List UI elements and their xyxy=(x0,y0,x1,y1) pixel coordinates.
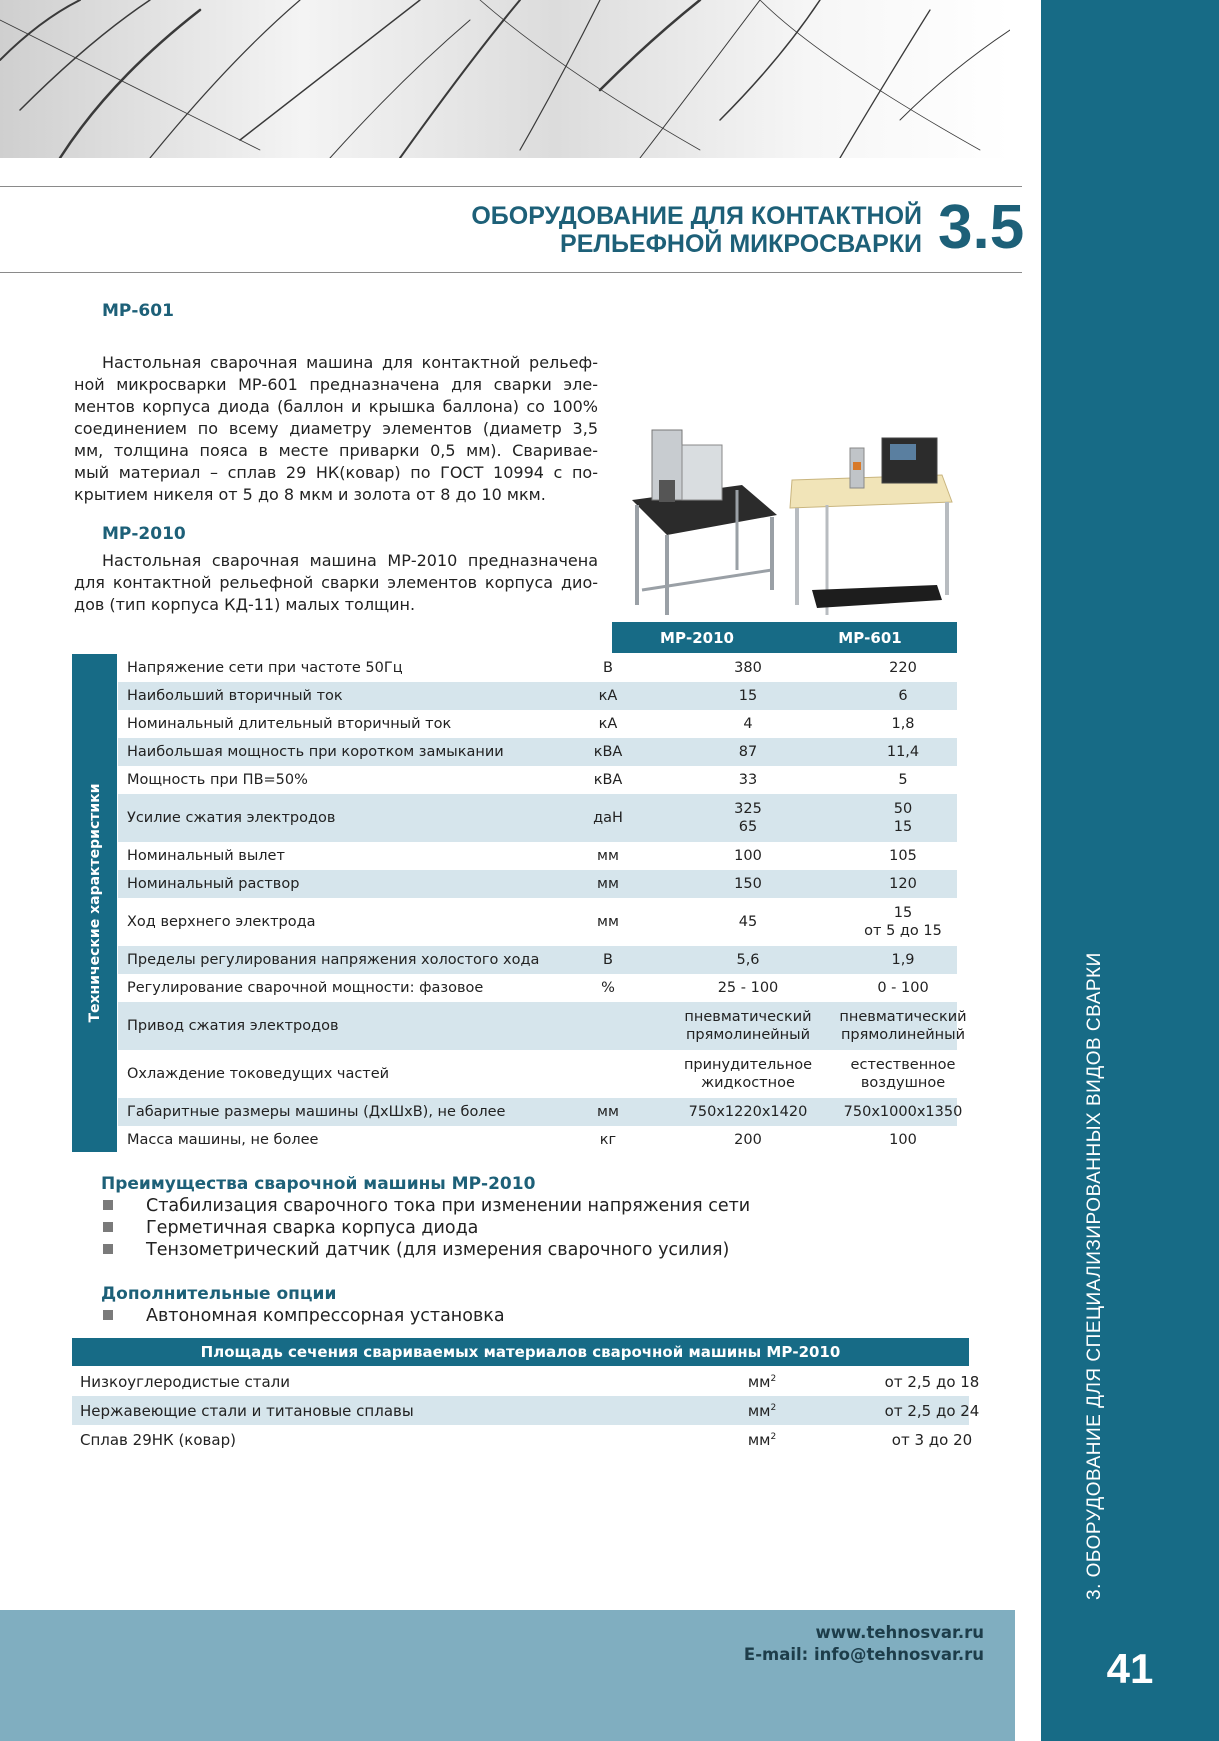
table-row xyxy=(118,974,957,1002)
spec-value-mp2010-text: 45 xyxy=(738,914,758,930)
spec-unit-text: кА xyxy=(598,688,618,704)
spec-unit xyxy=(558,682,658,710)
table-row xyxy=(118,842,957,870)
header-rule-top xyxy=(0,186,1022,187)
machines-photo xyxy=(612,420,957,620)
mp2010-heading: МР-2010 xyxy=(102,524,186,544)
spec-value-mp2010-text: 200 xyxy=(734,1132,762,1148)
spec-value-mp601-text: 105 xyxy=(889,848,917,864)
spec-value-mp2010-text: 100 xyxy=(734,848,762,864)
table-row xyxy=(118,682,957,710)
spec-value-mp2010-text: прямолинейный xyxy=(685,1027,811,1043)
spec-name-text: Привод сжатия электродов xyxy=(127,1018,339,1034)
spec-value-mp601 xyxy=(818,1098,988,1126)
spec-unit-text: В xyxy=(603,952,613,968)
spec-value-mp2010 xyxy=(663,974,833,1002)
spec-value-mp2010 xyxy=(663,682,833,710)
table-row xyxy=(118,766,957,794)
spec-unit-text: кг xyxy=(599,1132,617,1148)
advantage-text: Герметичная сварка корпуса диода xyxy=(146,1218,479,1238)
specs-side-label-bar xyxy=(72,654,117,1152)
section-number: 3.5 xyxy=(938,193,1025,262)
area-unit-base: мм xyxy=(747,1402,771,1420)
spec-value-mp601-text: 5 xyxy=(898,772,908,788)
area-unit xyxy=(712,1431,812,1449)
spec-unit xyxy=(558,794,658,842)
spec-unit-text: % xyxy=(601,980,615,996)
spec-unit-text: даН xyxy=(593,810,623,826)
spec-value-mp2010 xyxy=(663,710,833,738)
email-link[interactable]: E-mail: info@tehnosvar.ru xyxy=(743,1645,984,1664)
spec-value-mp2010-text: 150 xyxy=(734,876,762,892)
spec-value-mp601-text: 15 xyxy=(893,905,913,921)
spec-value-mp2010-text: 4 xyxy=(743,716,753,732)
spec-name-text: Напряжение сети при частоте 50Гц xyxy=(127,660,403,676)
area-unit-sup: 2 xyxy=(770,1403,777,1413)
table-row xyxy=(118,654,957,682)
header-decorative-image xyxy=(0,0,1010,158)
table-row xyxy=(72,1425,973,1454)
spec-name xyxy=(127,898,316,946)
option-text: Автономная компрессорная установка xyxy=(146,1306,505,1326)
advantage-text: Стабилизация сварочного тока при изменении напряжения сети xyxy=(146,1196,751,1216)
spec-value-mp2010 xyxy=(663,842,833,870)
spec-value-mp601-text: 6 xyxy=(898,688,908,704)
spec-unit xyxy=(558,1002,658,1050)
spec-value-mp601-text: 11,4 xyxy=(886,744,920,760)
wire-pattern-graphic xyxy=(0,0,1010,158)
spec-unit xyxy=(558,1050,658,1098)
spec-name-text: Номинальный раствор xyxy=(127,876,300,892)
mp601-line: соединением по всему диаметру элементов (диаметр 3,5 xyxy=(74,419,598,438)
spec-unit-text: В xyxy=(603,660,613,676)
spec-unit xyxy=(558,898,658,946)
spec-value-mp601-text: 50 xyxy=(893,801,913,817)
spec-value-mp601 xyxy=(818,710,988,738)
spec-name xyxy=(127,794,335,842)
spec-unit xyxy=(558,842,658,870)
spec-value-mp2010-text: 15 xyxy=(738,688,758,704)
mp2010-line: дов (тип корпуса КД-11) малых толщин. xyxy=(74,595,416,614)
mp601-heading: МР-601 xyxy=(102,301,174,321)
table-row xyxy=(118,738,957,766)
spec-name-text: Наибольшая мощность при коротком замыкании xyxy=(127,744,504,760)
area-unit-sup: 2 xyxy=(770,1432,777,1442)
spec-value-mp601-text: воздушное xyxy=(860,1075,946,1091)
spec-value-mp601 xyxy=(818,682,988,710)
spec-value-mp601-text: 0 - 100 xyxy=(877,980,929,996)
spec-unit xyxy=(558,710,658,738)
spec-value-mp2010 xyxy=(663,766,833,794)
spec-unit-text: мм xyxy=(597,876,619,892)
mp601-line: ментов корпуса диода (баллон и крышка баллона) со 100% xyxy=(74,397,598,416)
spec-value-mp601-text: 120 xyxy=(889,876,917,892)
list-item xyxy=(103,1306,505,1326)
spec-value-mp601 xyxy=(818,766,988,794)
spec-value-mp601-text: естественное xyxy=(850,1057,956,1073)
spec-value-mp2010 xyxy=(663,738,833,766)
spec-value-mp601-text: 15 xyxy=(893,819,913,835)
chapter-label: 3. ОБОРУДОВАНИЕ ДЛЯ СПЕЦИАЛИЗИРОВАННЫХ ВИДОВ СВАРКИ xyxy=(1084,952,1105,1600)
spec-unit xyxy=(558,1126,658,1154)
spec-name-text: Охлаждение токоведущих частей xyxy=(127,1066,390,1082)
table-row xyxy=(118,1126,957,1154)
specs-col-mp2010: МР-2010 xyxy=(660,629,734,647)
spec-name-text: Мощность при ПВ=50% xyxy=(127,772,308,788)
spec-value-mp2010-text: 325 xyxy=(734,801,762,817)
spec-value-mp601 xyxy=(818,898,988,946)
spec-value-mp601 xyxy=(818,738,988,766)
spec-value-mp601 xyxy=(818,1002,988,1050)
list-item xyxy=(103,1196,750,1216)
spec-value-mp2010-text: 750x1220x1420 xyxy=(688,1104,808,1120)
spec-value-mp601 xyxy=(818,1050,988,1098)
table-row xyxy=(118,898,957,946)
area-unit xyxy=(712,1373,812,1391)
spec-value-mp2010 xyxy=(663,870,833,898)
spec-value-mp601 xyxy=(818,1126,988,1154)
spec-value-mp2010-text: 33 xyxy=(738,772,758,788)
spec-value-mp601-text: прямолинейный xyxy=(840,1027,966,1043)
spec-value-mp2010 xyxy=(663,946,833,974)
spec-name xyxy=(127,1002,339,1050)
spec-name-text: Пределы регулирования напряжения холостого хода xyxy=(127,952,540,968)
spec-name xyxy=(127,842,285,870)
mp601-line: ной микросварки МР-601 предназначена для сварки эле- xyxy=(74,375,598,394)
table-row xyxy=(72,1367,980,1396)
spec-value-mp2010-text: 65 xyxy=(738,819,758,835)
spec-unit xyxy=(558,738,658,766)
area-material: Сплав 29НК (ковар) xyxy=(80,1431,236,1449)
spec-name xyxy=(127,946,539,974)
spec-value-mp2010 xyxy=(663,898,833,946)
footer-contacts xyxy=(600,1622,984,1666)
spec-name xyxy=(127,682,343,710)
spec-value-mp2010-text: 380 xyxy=(734,660,762,676)
spec-value-mp601-text: 1,9 xyxy=(891,952,915,968)
specs-side-label: Технические характеристики xyxy=(86,783,103,1023)
spec-unit xyxy=(558,1098,658,1126)
title-line-2: РЕЛЬЕФНОЙ МИКРОСВАРКИ xyxy=(560,230,922,258)
spec-unit-text: кВА xyxy=(593,744,623,760)
options-heading: Дополнительные опции xyxy=(101,1284,337,1304)
spec-name xyxy=(127,1098,505,1126)
spec-value-mp601-text: пневматический xyxy=(839,1009,967,1025)
spec-name-text: Габаритные размеры машины (ДхШхВ), не более xyxy=(127,1104,506,1120)
bullet-square-icon xyxy=(103,1244,113,1254)
spec-name-text: Ход верхнего электрода xyxy=(127,914,316,930)
spec-value-mp2010-text: 87 xyxy=(738,744,758,760)
spec-name-text: Регулирование сварочной мощности: фазовое xyxy=(127,980,484,996)
spec-value-mp2010 xyxy=(663,1098,833,1126)
spec-unit-text: кВА xyxy=(593,772,623,788)
area-table-heading: Площадь сечения свариваемых материалов сварочной машины МР-2010 xyxy=(72,1338,969,1366)
spec-value-mp2010-text: принудительное xyxy=(683,1057,813,1073)
mp2010-line: для контактной рельефной сварки элементов корпуса дио- xyxy=(74,573,598,592)
spec-name-text: Масса машины, не более xyxy=(127,1132,319,1148)
table-row xyxy=(118,1002,967,1050)
area-range: от 2,5 до 24 xyxy=(884,1402,980,1420)
bullet-square-icon xyxy=(103,1200,113,1210)
welding-machines-illustration xyxy=(612,420,957,620)
area-unit xyxy=(712,1402,812,1420)
spec-unit-text: мм xyxy=(597,1104,619,1120)
page-number: 41 xyxy=(1106,1645,1154,1692)
table-row xyxy=(118,710,957,738)
spec-value-mp2010-text: 5,6 xyxy=(736,952,760,968)
area-range: от 3 до 20 xyxy=(891,1431,973,1449)
spec-value-mp601-text: 1,8 xyxy=(891,716,915,732)
spec-name xyxy=(127,1050,389,1098)
bullet-square-icon xyxy=(103,1222,113,1232)
area-unit-sup: 2 xyxy=(770,1374,777,1384)
specs-col-mp601: МР-601 xyxy=(838,629,902,647)
advantages-heading: Преимущества сварочной машины МР-2010 xyxy=(101,1174,536,1194)
spec-name-text: Усилие сжатия электродов xyxy=(127,810,336,826)
area-unit-base: мм xyxy=(747,1431,771,1449)
spec-unit-text: мм xyxy=(597,914,619,930)
mp2010-description xyxy=(74,550,598,616)
spec-value-mp601 xyxy=(818,974,988,1002)
mp601-description xyxy=(74,352,598,506)
spec-name xyxy=(127,710,451,738)
spec-unit xyxy=(558,870,658,898)
spec-unit-text: кА xyxy=(598,716,618,732)
spec-name xyxy=(127,870,299,898)
spec-value-mp2010 xyxy=(663,1126,833,1154)
spec-unit xyxy=(558,946,658,974)
title-line-1: ОБОРУДОВАНИЕ ДЛЯ КОНТАКТНОЙ xyxy=(471,202,922,230)
website-link[interactable]: www.tehnosvar.ru xyxy=(815,1623,984,1642)
spec-unit xyxy=(558,766,658,794)
table-row xyxy=(118,1098,963,1126)
mp601-line: мый материал – сплав 29 НК(ковар) по ГОСТ 10994 с по- xyxy=(74,463,598,482)
area-unit-base: мм xyxy=(747,1373,771,1391)
spec-value-mp2010 xyxy=(663,1002,833,1050)
page-title xyxy=(420,202,922,258)
spec-name-text: Номинальный длительный вторичный ток xyxy=(127,716,452,732)
spec-value-mp601 xyxy=(818,794,988,842)
spec-value-mp2010 xyxy=(663,794,833,842)
table-row xyxy=(72,1396,980,1425)
area-material: Низкоуглеродистые стали xyxy=(80,1373,290,1391)
spec-value-mp601 xyxy=(818,842,988,870)
spec-name-text: Номинальный вылет xyxy=(127,848,285,864)
spec-unit xyxy=(558,654,658,682)
spec-unit-text: мм xyxy=(597,848,619,864)
spec-name-text: Наибольший вторичный ток xyxy=(127,688,343,704)
header-rule-bottom xyxy=(0,272,1022,273)
table-row xyxy=(118,870,957,898)
mp601-line: крытием никеля от 5 до 8 мкм и золота от 8 до 10 мкм. xyxy=(74,485,546,504)
spec-name xyxy=(127,1126,318,1154)
spec-name xyxy=(127,738,504,766)
table-row xyxy=(118,946,957,974)
spec-name xyxy=(127,766,308,794)
spec-name xyxy=(127,974,483,1002)
spec-unit xyxy=(558,974,658,1002)
spec-value-mp601 xyxy=(818,870,988,898)
spec-value-mp601-text: от 5 до 15 xyxy=(864,923,942,939)
spec-value-mp2010-text: пневматический xyxy=(684,1009,812,1025)
spec-value-mp2010 xyxy=(663,654,833,682)
spec-value-mp2010 xyxy=(663,1050,833,1098)
spec-name xyxy=(127,654,403,682)
spec-value-mp601-text: 100 xyxy=(889,1132,917,1148)
spec-value-mp601 xyxy=(818,946,988,974)
spec-value-mp601 xyxy=(818,654,988,682)
specs-column-headers xyxy=(612,622,957,653)
bullet-square-icon xyxy=(103,1310,113,1320)
advantage-text: Тензометрический датчик (для измерения сварочного усилия) xyxy=(146,1240,730,1260)
mp601-line: Настольная сварочная машина для контактной рельеф- xyxy=(102,353,598,372)
table-row xyxy=(118,794,957,842)
list-item xyxy=(103,1218,478,1238)
table-row xyxy=(118,1050,957,1098)
mp601-line: мм, толщина пояса в месте приварки 0,5 мм). Сваривае- xyxy=(74,441,598,460)
spec-value-mp601-text: 750x1000x1350 xyxy=(843,1104,963,1120)
area-material: Нержавеющие стали и титановые сплавы xyxy=(80,1402,414,1420)
spec-value-mp2010-text: жидкостное xyxy=(701,1075,795,1091)
list-item xyxy=(103,1240,729,1260)
spec-value-mp601-text: 220 xyxy=(889,660,917,676)
mp2010-line: Настольная сварочная машина МР-2010 предназначена xyxy=(102,551,598,570)
spec-value-mp2010-text: 25 - 100 xyxy=(717,980,779,996)
area-range: от 2,5 до 18 xyxy=(884,1373,980,1391)
